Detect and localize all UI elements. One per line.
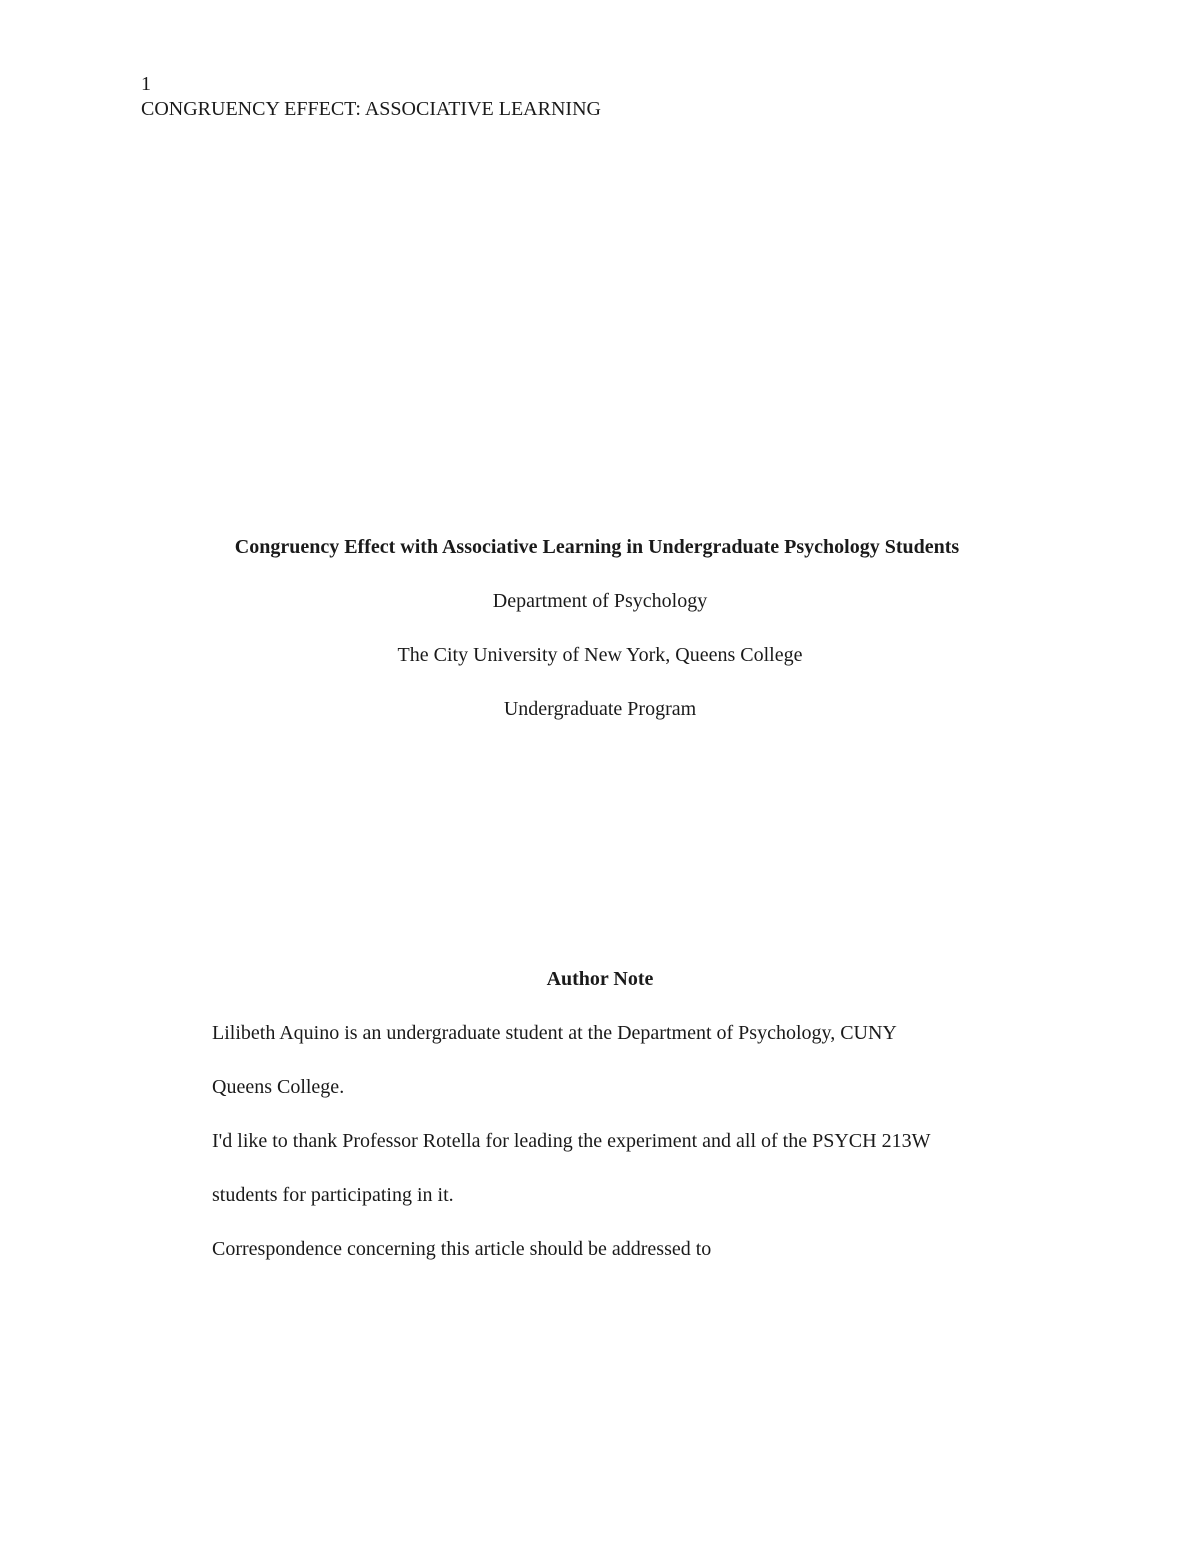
paper-title: Congruency Effect with Associative Learning in Undergraduate Psychology Students (234, 536, 960, 558)
page-header (141, 72, 601, 122)
program-line: Undergraduate Program (503, 698, 697, 720)
title-block (0, 532, 1200, 748)
author-note-line: Correspondence concerning this article should be addressed to (212, 1238, 712, 1260)
author-note-line: Lilibeth Aquino is an undergraduate student at the Department of Psychology, CUNY (212, 1022, 897, 1044)
author-note (0, 964, 1200, 1288)
author-note-line: Queens College. (212, 1076, 345, 1098)
institution-line: The City University of New York, Queens College (397, 644, 803, 666)
author-note-heading: Author Note (546, 968, 654, 990)
author-note-line: I'd like to thank Professor Rotella for leading the experiment and all of the PSYCH 213W (212, 1130, 931, 1152)
department-line: Department of Psychology (492, 590, 708, 612)
running-head: CONGRUENCY EFFECT: ASSOCIATIVE LEARNING (141, 98, 601, 120)
page-number: 1 (141, 73, 151, 95)
author-note-line: students for participating in it. (212, 1184, 454, 1206)
